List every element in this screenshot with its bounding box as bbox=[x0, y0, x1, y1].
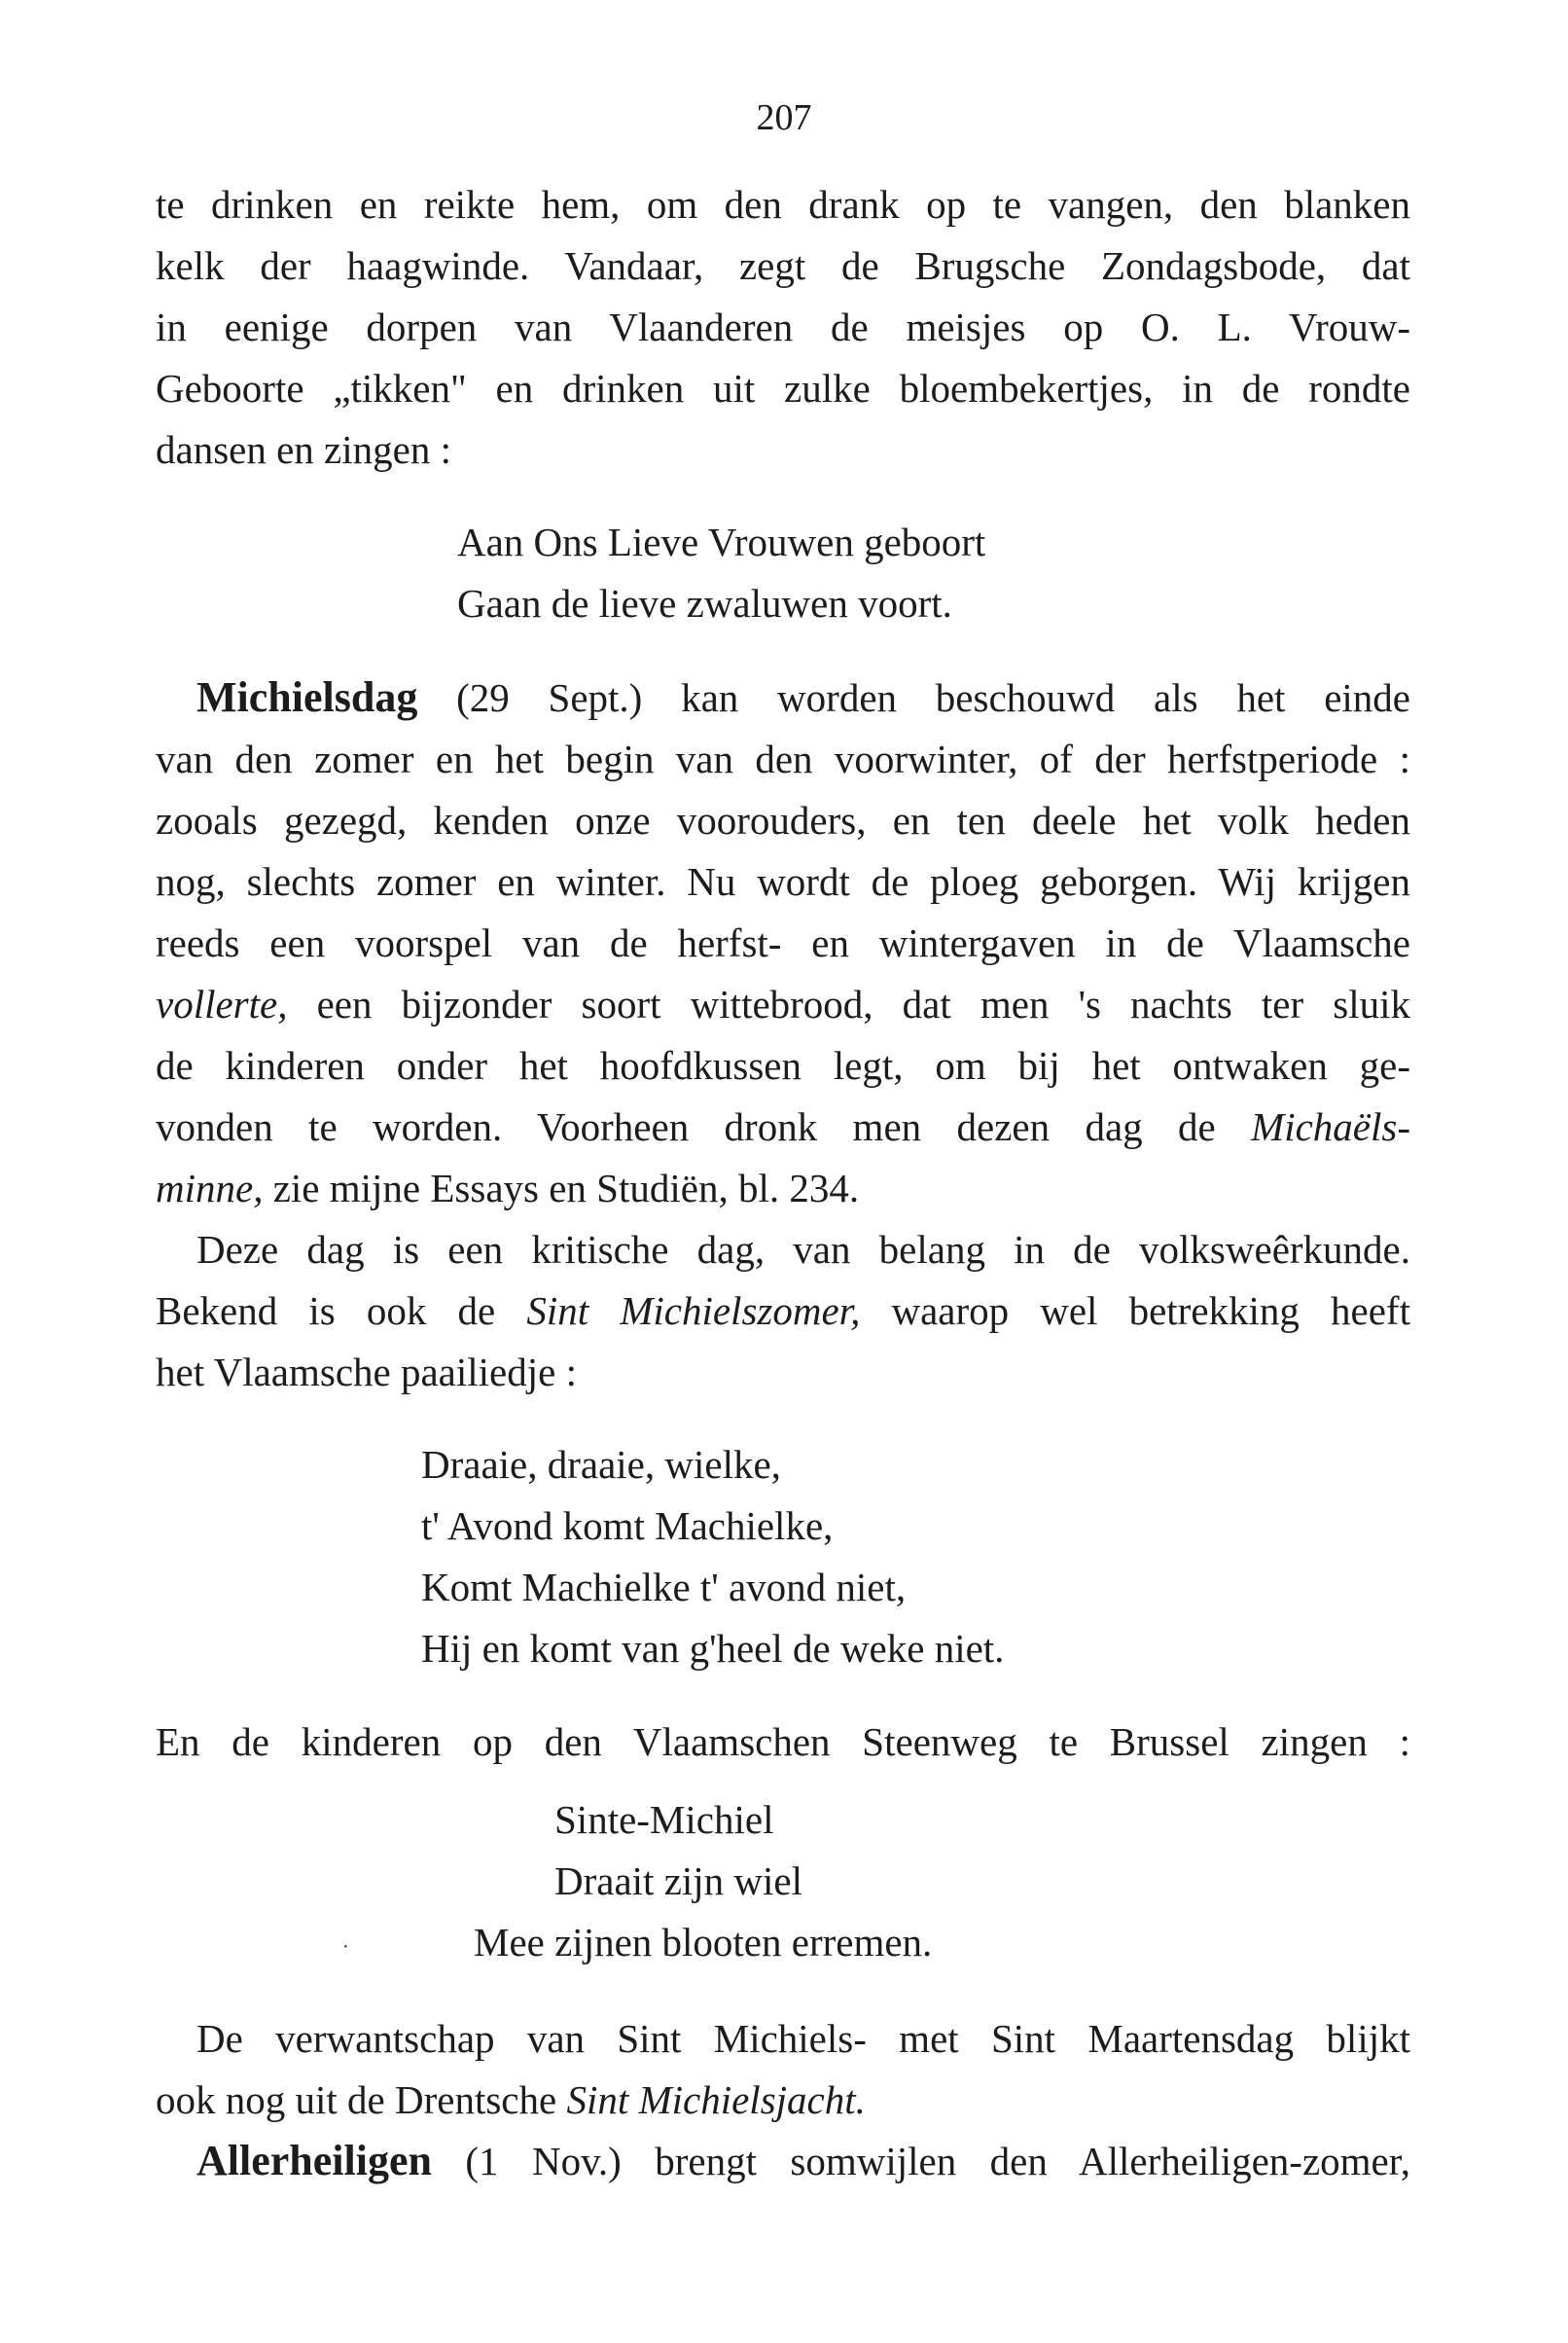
verse-line: Sinte-Michiel bbox=[554, 1797, 774, 1842]
text-line: ook nog uit de Drentsche Sint Michielsjacht. bbox=[156, 2077, 866, 2122]
text-line: Michielsdag (29 Sept.) kan worden beschouwd als het einde bbox=[196, 673, 1410, 721]
text-line: de kinderen onder het hoofdkussen legt, om bij het ontwaken ge- bbox=[156, 1043, 1410, 1088]
text-line: van den zomer en het begin van den voorwinter, of der herfstperiode : bbox=[156, 737, 1410, 781]
text-line: Allerheiligen (1 Nov.) brengt somwijlen den Allerheiligen-zomer, bbox=[196, 2137, 1410, 2184]
verse-line: Hij en komt van g'heel de weke niet. bbox=[421, 1626, 1005, 1671]
text-line: Bekend is ook de Sint Michielszomer, waarop wel betrekking heeft bbox=[156, 1288, 1410, 1333]
italic-term: Sint Michielsjacht. bbox=[566, 2077, 866, 2122]
page-number: 207 bbox=[756, 97, 812, 138]
verse-line: t' Avond komt Machielke, bbox=[421, 1503, 834, 1548]
text-line: kelk der haagwinde. Vandaar, zegt de Brugsche Zondagsbode, dat bbox=[156, 243, 1410, 288]
text-line: dansen en zingen : bbox=[156, 427, 451, 472]
text-line: En de kinderen op den Vlaamschen Steenweg te Brussel zingen : bbox=[156, 1719, 1410, 1764]
stray-mark: · bbox=[342, 1936, 349, 1958]
text-line: minne, zie mijne Essays en Studiën, bl. 234. bbox=[156, 1166, 860, 1210]
text-line: reeds een voorspel van de herfst- en wintergaven in de Vlaamsche bbox=[156, 920, 1410, 965]
section-heading: Michielsdag bbox=[196, 673, 418, 721]
verse-line: Gaan de lieve zwaluwen voort. bbox=[457, 581, 952, 626]
text-line: te drinken en reikte hem, om den drank op te vangen, den blanken bbox=[156, 182, 1410, 227]
text-line: Deze dag is een kritische dag, van belang in de volksweêrkunde. bbox=[196, 1227, 1410, 1272]
text-line: vollerte, een bijzonder soort wittebrood, dat men 's nachts ter sluik bbox=[156, 982, 1410, 1027]
verse-line: Mee zijnen blooten erremen. bbox=[474, 1920, 933, 1965]
verse-line: Draait zijn wiel bbox=[554, 1858, 803, 1903]
text-line: Geboorte „tikken" en drinken uit zulke bloembekertjes, in de rondte bbox=[156, 366, 1410, 411]
italic-term: minne, bbox=[156, 1166, 264, 1210]
text-line: vonden te worden. Voorheen dronk men dezen dag de Michaëls- bbox=[156, 1104, 1410, 1149]
text-line: het Vlaamsche paailiedje : bbox=[156, 1350, 577, 1394]
italic-term: vollerte, bbox=[156, 982, 288, 1027]
verse-line: Draaie, draaie, wielke, bbox=[421, 1442, 781, 1487]
section-heading: Allerheiligen bbox=[196, 2137, 432, 2184]
verse-line: Aan Ons Lieve Vrouwen geboort bbox=[457, 520, 986, 564]
verse-line: Komt Machielke t' avond niet, bbox=[421, 1565, 907, 1609]
italic-term: Michaëls- bbox=[1251, 1104, 1410, 1149]
text-line: zooals gezegd, kenden onze voorouders, en ten deele het volk heden bbox=[156, 798, 1410, 843]
italic-term: Sint Michielszomer, bbox=[526, 1288, 861, 1333]
text-line: De verwantschap van Sint Michiels- met Sint Maartensdag blijkt bbox=[196, 2016, 1410, 2061]
text-line: in eenige dorpen van Vlaanderen de meisjes op O. L. Vrouw- bbox=[156, 305, 1410, 349]
text-line: nog, slechts zomer en winter. Nu wordt de ploeg geborgen. Wij krijgen bbox=[156, 859, 1410, 904]
